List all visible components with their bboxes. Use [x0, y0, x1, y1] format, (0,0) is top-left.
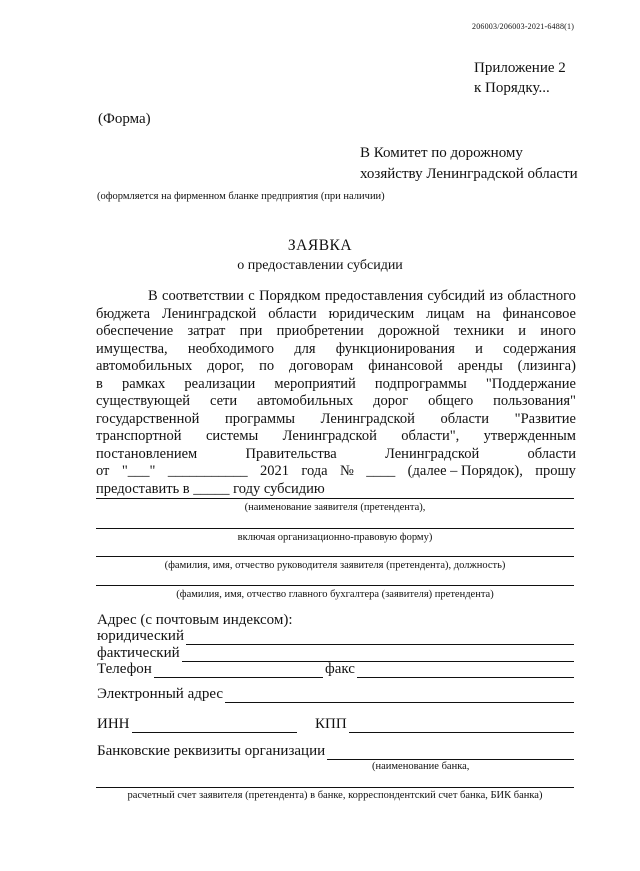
body-word: при	[239, 323, 263, 339]
body-word: сети	[209, 393, 238, 409]
body-word: содержания	[503, 340, 576, 357]
body-word: с	[248, 288, 255, 304]
fax-field[interactable]	[325, 661, 574, 678]
fax-input[interactable]	[357, 663, 574, 678]
body-word: Ленинградской	[320, 410, 415, 427]
actual-address-label: фактический	[97, 645, 180, 661]
bank-details-input[interactable]	[327, 745, 574, 760]
body-word: 2021	[259, 463, 289, 479]
body-word: (далее – Порядок),	[407, 463, 523, 479]
kpp-label: КПП	[315, 716, 347, 732]
body-line	[96, 358, 576, 376]
body-word: пользования"	[493, 393, 576, 409]
body-word: области	[527, 445, 576, 462]
director-line[interactable]	[96, 556, 574, 557]
body-word: Ленинградской	[162, 305, 257, 322]
body-word: утвержденным	[483, 428, 576, 444]
actual-address-field[interactable]	[97, 645, 574, 662]
bank-accounts-caption: расчетный счет заявителя (претендента) в банке, корреспондентский счет банка, БИК банка)	[127, 790, 543, 801]
body-word: ___________	[167, 463, 248, 479]
body-line	[96, 288, 576, 306]
letterhead-note: (оформляется на фирменном бланке предприятия (при наличии)	[97, 191, 385, 202]
actual-address-input[interactable]	[182, 647, 574, 662]
body-word: дорожной	[378, 323, 440, 339]
body-word: "Поддержание	[485, 375, 576, 392]
legal-form-caption: включая организационно-правовую форму)	[237, 532, 433, 543]
body-word: существующей	[96, 393, 191, 409]
legal-address-label: юридический	[97, 628, 184, 644]
inn-field[interactable]	[97, 716, 297, 733]
body-word: рамках	[121, 375, 166, 392]
body-line	[96, 446, 576, 464]
body-word: Ленинградской	[385, 445, 480, 462]
bank-name-caption: (наименование банка,	[372, 761, 470, 772]
body-word: иного	[540, 323, 576, 339]
inn-label: ИНН	[97, 716, 130, 732]
body-word: по	[259, 358, 275, 374]
form-label: (Форма)	[98, 111, 151, 127]
body-word: финансовое	[502, 305, 576, 322]
body-word: транспортной	[96, 428, 182, 444]
body-word: и	[475, 340, 483, 357]
email-input[interactable]	[225, 688, 574, 703]
legal-address-field[interactable]	[97, 628, 574, 645]
body-word: Порядком	[259, 288, 321, 304]
accountant-caption: (фамилия, имя, отчество главного бухгалтера (заявителя) претендента)	[176, 589, 494, 600]
applicant-name-caption: (наименование заявителя (претендента),	[244, 502, 426, 513]
addressee-block	[360, 143, 578, 185]
body-word: государственной	[96, 410, 200, 427]
body-word: постановлением	[96, 445, 198, 462]
body-word: юридическим	[328, 305, 415, 322]
legal-address-input[interactable]	[186, 630, 574, 645]
body-word: предоставления	[324, 288, 424, 304]
address-heading: Адрес (с почтовым индексом):	[97, 612, 293, 628]
body-word: области",	[401, 428, 460, 444]
kpp-field[interactable]	[315, 716, 574, 733]
body-word: обеспечение	[96, 323, 174, 339]
bank-details-field[interactable]	[97, 743, 574, 760]
body-word: дорог,	[207, 358, 245, 374]
email-label: Электронный адрес	[97, 686, 224, 702]
body-word: областного	[507, 288, 576, 304]
document-id: 206003/206003-2021-6488(1)	[472, 22, 575, 31]
body-word: предоставить в _____ году субсидию	[96, 480, 325, 497]
director-caption: (фамилия, имя, отчество руководителя заявителя (претендента), должность)	[164, 560, 506, 571]
annex-line-2: к Порядку...	[474, 80, 550, 96]
accountant-line[interactable]	[96, 585, 574, 586]
body-word: для	[294, 340, 316, 357]
body-word: приобретении	[276, 323, 364, 339]
body-line	[96, 341, 576, 359]
applicant-name-line[interactable]	[96, 498, 574, 499]
bank-accounts-line[interactable]	[96, 787, 574, 788]
body-word: №	[340, 463, 354, 479]
fax-label: факс	[325, 661, 355, 677]
legal-form-line[interactable]	[96, 528, 574, 529]
request-body-text	[96, 288, 576, 498]
body-word: В	[148, 288, 158, 304]
body-word: Ленинградской	[282, 428, 377, 444]
body-word: на	[476, 305, 491, 322]
body-word: программы	[225, 410, 295, 427]
phone-input[interactable]	[154, 663, 323, 678]
body-word: дорог	[373, 393, 409, 409]
email-field[interactable]	[97, 686, 574, 703]
body-word: договорам	[289, 358, 354, 374]
body-word: ____	[366, 463, 396, 479]
body-word: бюджета	[96, 305, 151, 322]
body-word: имущества,	[96, 340, 168, 357]
body-word: реализации	[184, 375, 256, 392]
body-word: необходимого	[187, 340, 275, 357]
body-line	[96, 306, 576, 324]
body-word: системы	[205, 428, 259, 444]
body-word: техники	[453, 323, 505, 339]
body-line	[96, 481, 576, 499]
body-word: автомобильных	[257, 393, 354, 409]
body-line	[96, 463, 576, 481]
body-word: из	[489, 288, 504, 304]
body-word: субсидий	[427, 288, 486, 304]
body-word: соответствии	[162, 288, 244, 304]
document-subtitle: о предоставлении субсидии	[237, 258, 403, 273]
body-word: прошу	[535, 463, 576, 479]
bank-details-label: Банковские реквизиты организации	[97, 743, 326, 759]
body-word: Правительства	[245, 445, 337, 462]
body-word: общего	[428, 393, 474, 409]
annex-line-1: Приложение 2	[474, 60, 566, 76]
body-line	[96, 393, 576, 411]
body-word: "Развитие	[514, 410, 576, 427]
body-line	[96, 323, 576, 341]
inn-input[interactable]	[132, 718, 298, 733]
phone-label: Телефон	[97, 661, 152, 677]
body-line	[96, 428, 576, 446]
body-word: функционирования	[335, 340, 455, 357]
body-word: от	[96, 463, 110, 479]
body-word: в	[96, 375, 103, 392]
body-word: автомобильных	[96, 358, 193, 374]
body-line	[96, 376, 576, 394]
kpp-input[interactable]	[349, 718, 574, 733]
body-word: "___"	[121, 463, 156, 479]
addressee-line-1: В Комитет по дорожному	[360, 145, 523, 161]
body-word: (лизинга)	[517, 358, 576, 374]
body-word: и	[518, 323, 527, 339]
document-title: ЗАЯВКА	[287, 237, 353, 254]
body-word: подпрограммы	[374, 375, 467, 392]
body-word: лицам	[426, 305, 465, 322]
phone-field[interactable]	[97, 661, 323, 678]
body-word: финансовой	[368, 358, 443, 374]
body-word: года	[301, 463, 328, 479]
body-word: мероприятий	[274, 375, 356, 392]
body-word: области	[440, 410, 490, 427]
addressee-line-2: хозяйству Ленинградской области	[360, 166, 578, 182]
body-line	[96, 411, 576, 429]
body-word: затрат	[187, 323, 226, 339]
body-word: аренды	[457, 358, 503, 374]
annex-reference	[474, 58, 566, 98]
body-word: области	[268, 305, 317, 322]
